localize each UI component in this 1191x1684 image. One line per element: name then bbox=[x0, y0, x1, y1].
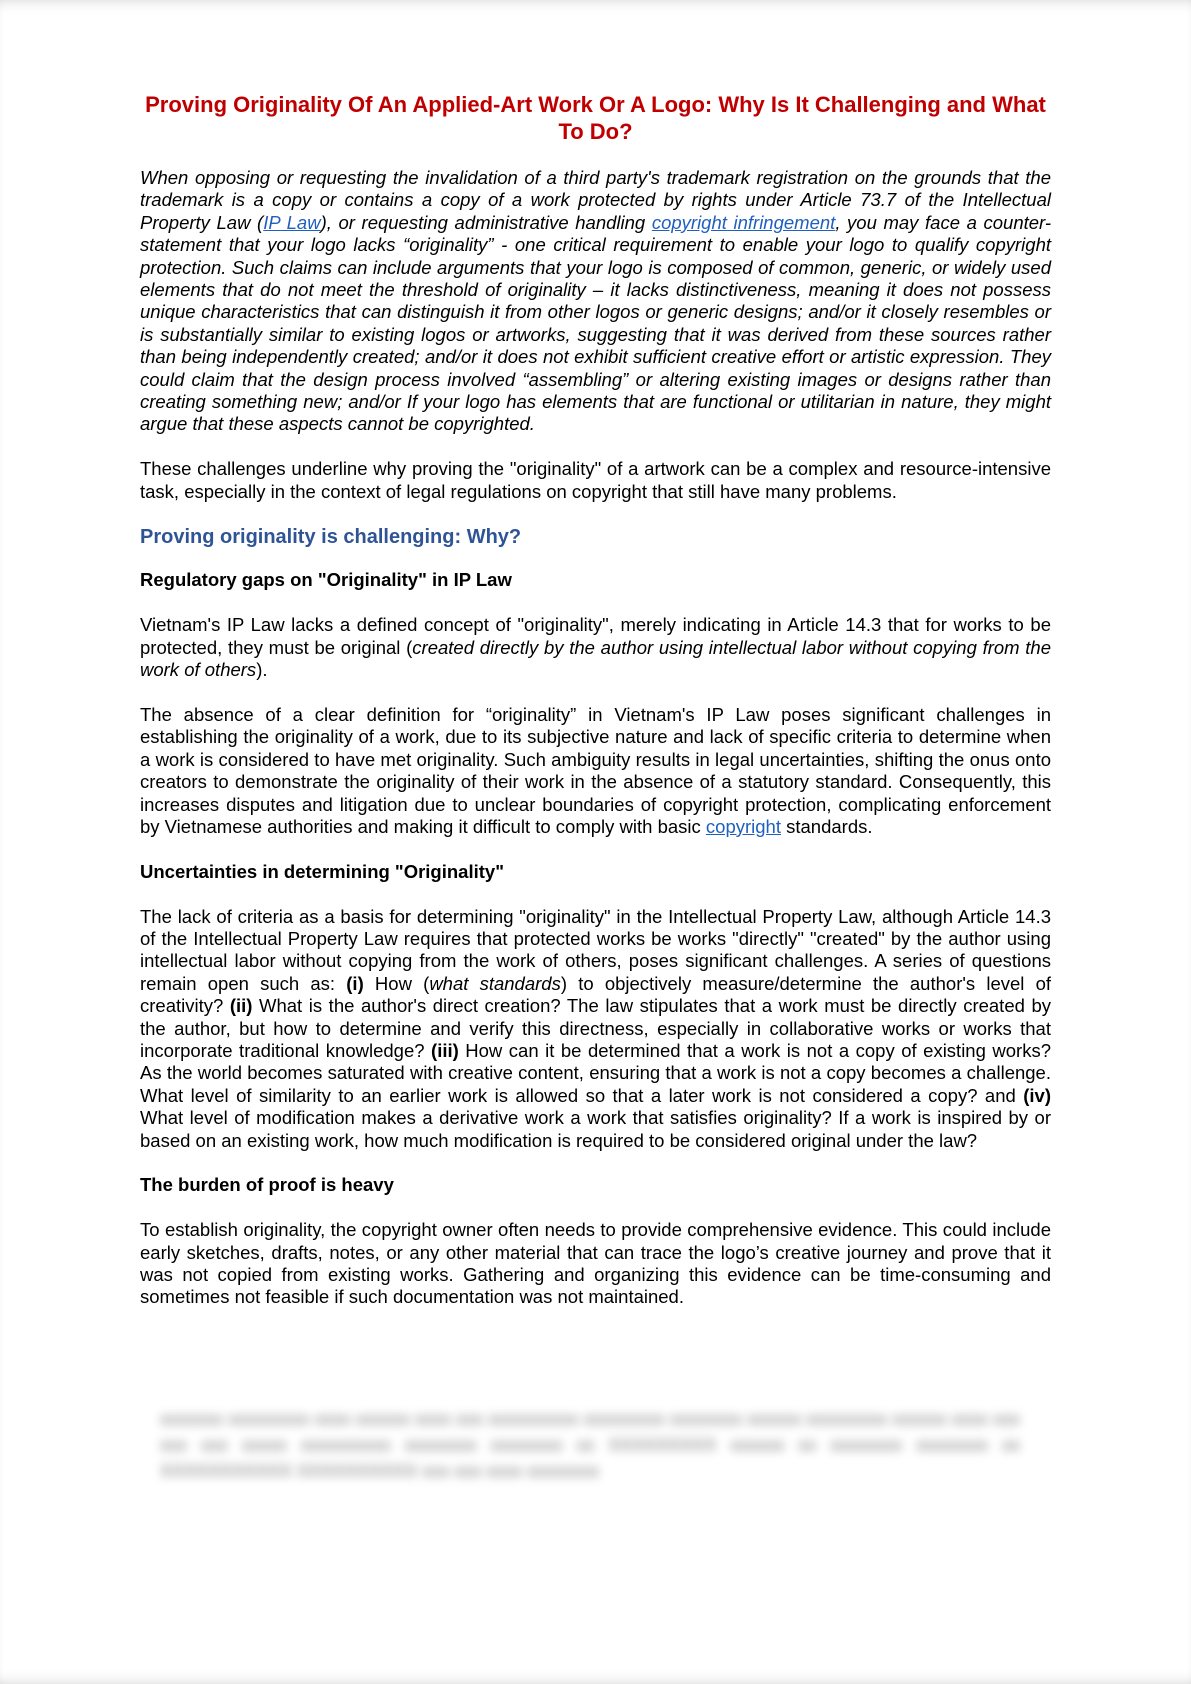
subheading-burden-of-proof: The burden of proof is heavy bbox=[140, 1174, 394, 1196]
subheading-regulatory-gaps: Regulatory gaps on "Originality" in IP Law bbox=[140, 569, 512, 591]
document-body bbox=[140, 91, 1051, 1331]
text-span: Vietnam's IP Law lacks a defined concept of "originality", merely indicating in Article 14.3 that for works to be protected, they must be original ( bbox=[140, 614, 1051, 658]
intro-paragraph bbox=[140, 167, 1051, 436]
blurred-preview-text: xxxxxxx xxxxxxxxx xxxx xxxxxx xxxx xxx xxxxxxxxxx xxxxxxxxx xxxxxxxx xxxxxx xxxxxxxxx xxxxxx xxxx xxx xxx xxx xxxxx xxxxxxxxxx xxxxxxxx xxxxxxxx xx XXXXXXXXX xxxxxx xx xxxxxxxx xxxxxxxx xx XXXXXXXXXXX XXXXXXXXXX xxx xxx xxxx xxxxxxxx bbox=[160, 1409, 1020, 1481]
text-span: ). bbox=[256, 659, 268, 681]
text-span: The lack of criteria as a basis for determining "originality" in the Intellectual Property Law, although Article 14.3 of the Intellectual Property Law requires that protected works be works "directly" "created" by the author using intellectual labor without copying from the work of others, poses significant challenges. A series of questions remain open such as: bbox=[140, 905, 1051, 994]
intro-text-3: , you may face a counter-statement that your logo lacks “originality” - one critical requirement to enable your logo to qualify copyright protection. Such claims can include arguments that your logo is composed of common, generic, or widely used elements that do not meet the threshold of originality – it lacks distinctiveness, meaning it does not possess unique characteristics that can distinguish it from other logos or generic designs; and/or it closely resembles or is substantially similar to existing logos or artworks, suggesting that it was derived from these sources rather than being independently created; and/or it does not exhibit sufficient creative effort or artistic expression. They could claim that the design process involved “assembling” or altering existing images or designs rather than creating something new; and/or If your logo has elements that are functional or utilitarian in nature, they might argue that these aspects cannot be copyrighted. bbox=[140, 211, 1052, 435]
intro-text-1: When opposing or requesting the invalidation of a third party's trademark registration on the grounds that the trademark is a copy or contains a copy of a work protected by rights under Article 73.7 of the Intellectual Property Law ( bbox=[140, 167, 1051, 233]
text-span: How can it be determined that a work is not a copy of existing works? As the world becomes saturated with creative content, ensuring that a work is not a copy becomes a challenge. What level of similarity to an earlier work is allowed so that a later work is not considered a copy? and bbox=[140, 1039, 1051, 1106]
enum-iii: (iii) bbox=[431, 1039, 459, 1061]
italic-what-standards: what standards bbox=[429, 972, 561, 994]
section-heading-why: Proving originality is challenging: Why? bbox=[140, 526, 522, 549]
text-span: standards. bbox=[780, 815, 873, 837]
intro-text-2: ), or requesting administrative handling bbox=[320, 211, 652, 233]
enum-i: (i) bbox=[346, 972, 364, 994]
text-span: The absence of a clear definition for “originality” in Vietnam's IP Law poses significant challenges in establishing the originality of a work, due to its subjective nature and lack of specific criteria to determine when a work is considered to have met originality. Such ambiguity results in legal uncertainties, shifting the onus onto creators to demonstrate the originality of their work in the absence of a statutory standard. Consequently, this increases disputes and litigation due to unclear boundaries of copyright protection, complicating enforcement by Vietnamese authorities and making it difficult to comply with basic bbox=[140, 703, 1051, 837]
uncertainties-paragraph bbox=[140, 906, 1051, 1152]
ip-law-link[interactable]: IP Law bbox=[263, 211, 321, 233]
text-span: How ( bbox=[363, 972, 430, 994]
subheading-uncertainties: Uncertainties in determining "Originality" bbox=[140, 860, 504, 882]
burden-of-proof-paragraph: To establish originality, the copyright owner often needs to provide comprehensive evidence. This could include early sketches, drafts, notes, or any other material that can trace the logo’s creative journey and prove that it was not copied from existing works. Gathering and organizing this evidence can be time-consuming and sometimes not feasible if such documentation was not maintained. bbox=[140, 1219, 1051, 1308]
italic-quote: created directly by the author using intellectual labor without copying from the work of others bbox=[140, 636, 1051, 681]
regulatory-gaps-paragraph-1 bbox=[140, 614, 1051, 681]
challenges-paragraph: These challenges underline why proving the "originality" of a artwork can be a complex and resource-intensive task, especially in the context of legal regulations on copyright that still have many problems. bbox=[140, 458, 1051, 502]
copyright-infringement-link[interactable]: copyright infringement bbox=[651, 211, 836, 233]
document-title: Proving Originality Of An Applied-Art Work Or A Logo: Why Is It Challenging and What To Do? bbox=[145, 92, 1046, 144]
enum-iv: (iv) bbox=[1023, 1084, 1051, 1106]
copyright-link[interactable]: copyright bbox=[705, 815, 781, 837]
text-span: ) to objectively measure/determine the author's level of creativity? bbox=[140, 972, 1052, 1017]
text-span: What level of modification makes a derivative work a work that satisfies originality? If a work is inspired by or based on an existing work, how much modification is required to be considered original under the law? bbox=[140, 1107, 1051, 1151]
regulatory-gaps-paragraph-2 bbox=[140, 704, 1051, 838]
text-span: What is the author's direct creation? The law stipulates that a work must be directly created by the author, but how to determine and verify this directness, especially in collaborative works or works that incorporate traditional knowledge? bbox=[140, 995, 1051, 1061]
enum-ii: (ii) bbox=[229, 995, 253, 1017]
